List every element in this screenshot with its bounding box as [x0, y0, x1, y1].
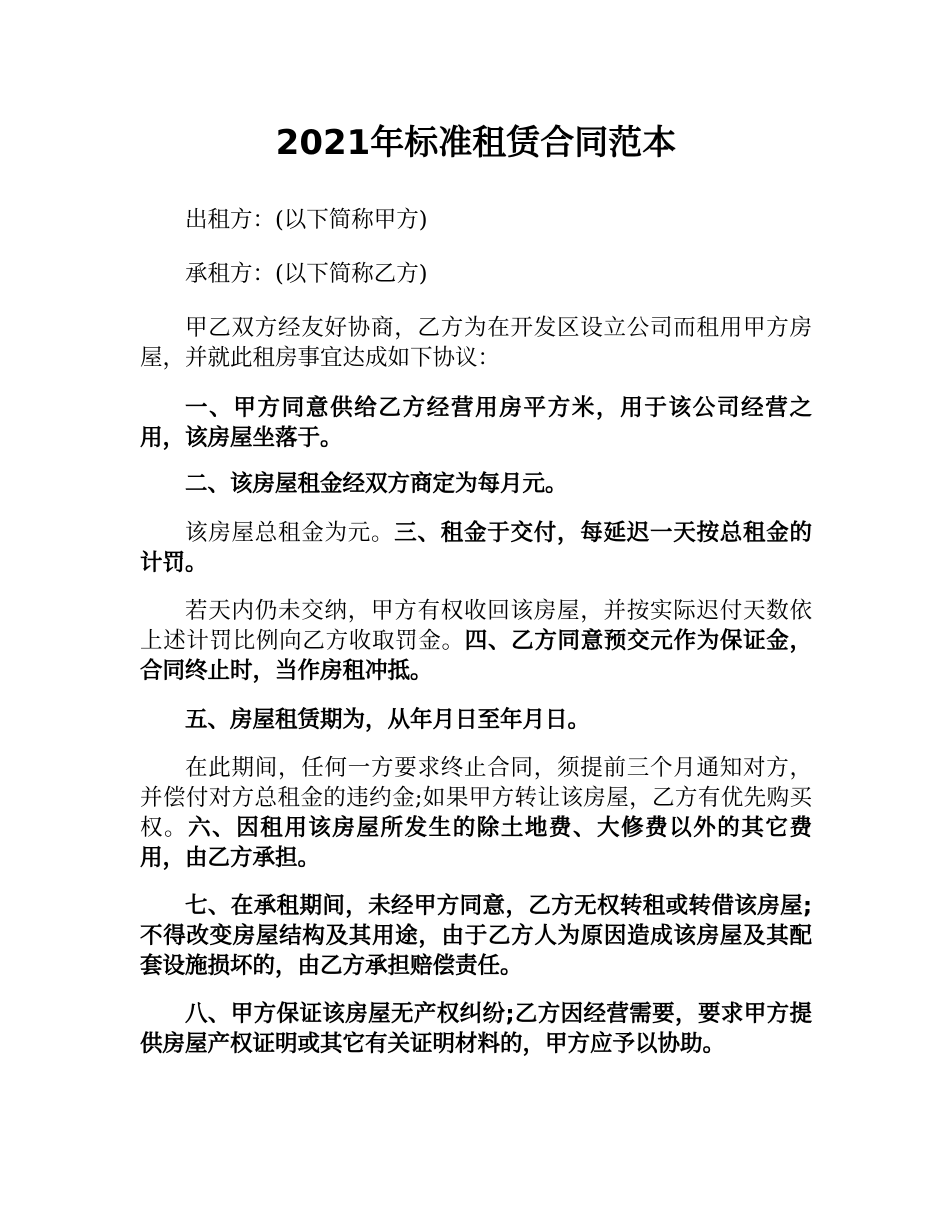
paragraph-text: 承租方：(以下简称乙方)	[185, 261, 428, 287]
clause-text: 七、在承租期间，未经甲方同意，乙方无权转租或转借该房屋;不得改变房屋结构及其用途，由于乙方人为原因造成该房屋及其配套设施损坏的，由乙方承担赔偿责任。	[140, 893, 812, 979]
clause-one	[140, 393, 812, 453]
clause-text: 三、租金于交付，每延迟一天按总租金的计罚。	[140, 520, 812, 576]
document-title: 2021年标准租赁合同范本	[275, 123, 677, 163]
clause-text: 六、因租用该房屋所发生的除土地费、大修费以外的其它费用，由乙方承担。	[140, 815, 812, 871]
clause-five	[140, 705, 812, 735]
document-page	[140, 0, 812, 1059]
paragraph-lessee	[140, 259, 812, 289]
paragraph-text: 在此期间，任何一方要求终止合同，须提前三个月通知对方，并偿付对方总租金的违约金;如果甲方转让该房屋，乙方有优先购买权。	[140, 755, 812, 841]
clause-three-paragraph	[140, 518, 812, 578]
clause-text: 二、该房屋租金经双方商定为每月元。	[185, 471, 568, 497]
clause-text: 八、甲方保证该房屋无产权纠纷;乙方因经营需要，要求甲方提供房屋产权证明或其它有关证明材料的，甲方应予以协助。	[140, 1001, 812, 1057]
clause-two	[140, 469, 812, 499]
paragraph-text: 该房屋总租金为元。	[185, 520, 395, 546]
clause-text: 四、乙方同意预交元作为保证金，合同终止时，当作房租冲抵。	[140, 628, 812, 684]
clause-eight	[140, 999, 812, 1059]
clause-seven	[140, 891, 812, 981]
paragraph-text: 出租方：(以下简称甲方)	[185, 207, 428, 233]
paragraph-text: 若天内仍未交纳，甲方有权收回该房屋，并按实际迟付天数依上述计罚比例向乙方收取罚金。	[140, 598, 812, 654]
clause-text: 一、甲方同意供给乙方经营用房平方米，用于该公司经营之用，该房屋坐落于。	[140, 395, 812, 451]
clause-text: 五、房屋租赁期为，从年月日至年月日。	[185, 707, 591, 733]
clause-four-paragraph	[140, 596, 812, 686]
paragraph-lessor	[140, 205, 812, 235]
paragraph-preamble	[140, 313, 812, 373]
clause-six-paragraph	[140, 753, 812, 873]
paragraph-text: 甲乙双方经友好协商，乙方为在开发区设立公司而租用甲方房屋，并就此租房事宜达成如下协议：	[140, 315, 812, 371]
